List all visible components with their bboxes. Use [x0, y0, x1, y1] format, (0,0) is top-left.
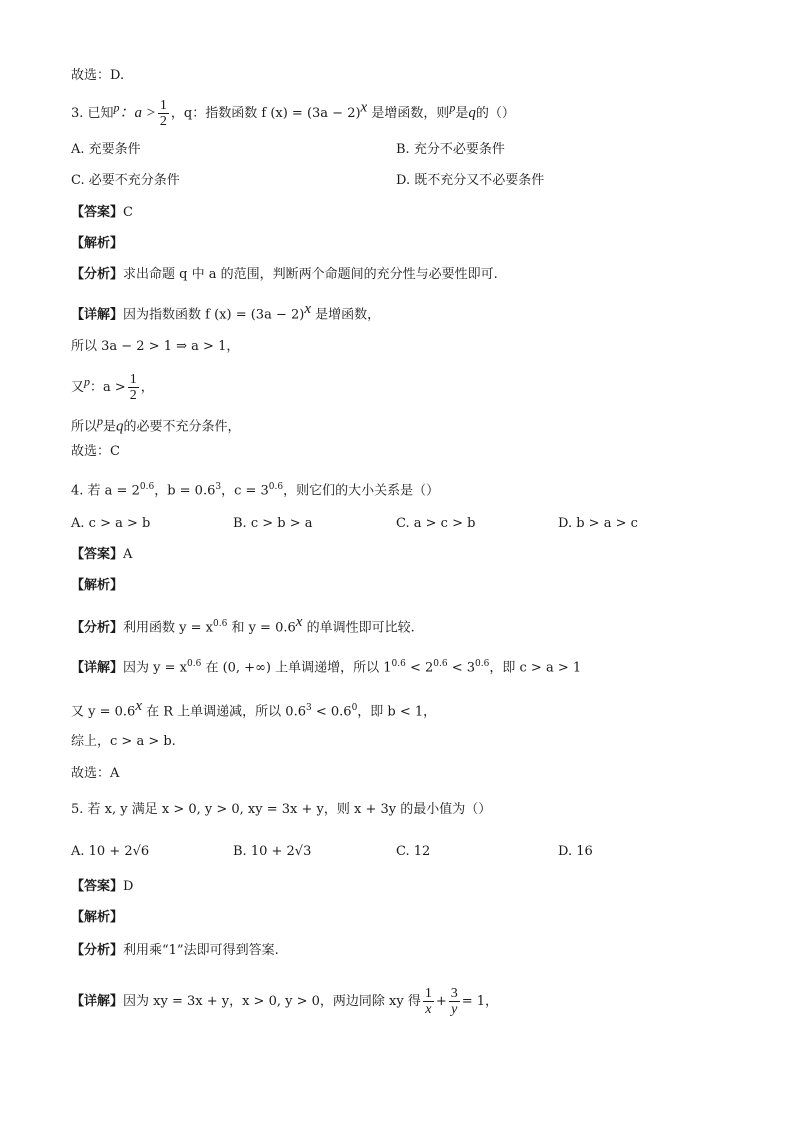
q4-option-b: B. c > b > a [233, 516, 313, 531]
q4-option-d: D. b > a > c [558, 516, 638, 531]
q4-option-c: C. a > c > b [396, 516, 476, 531]
q4-answer: 【答案】A [71, 547, 133, 562]
q5-answer: 【答案】D [71, 879, 134, 894]
fraction-three-over-y: $\frac{3}{y}$ [450, 986, 458, 1017]
fraction-one-half: $\frac{1}{2}$ [159, 98, 167, 129]
q3-step-2: 又p：a > $\frac{1}{2}$ ， [71, 372, 154, 403]
q4-analysis: 【分析】利用函数 $y = x^{0.6}$ 和 $y = 0.6^x$ 的单调性即可比较. [71, 614, 415, 636]
q5-analysis-header: 【解析】 [71, 910, 124, 925]
fraction-one-over-x: $\frac{1}{x}$ [424, 986, 432, 1017]
q4-step-2: 综上，c > a > b. [71, 734, 176, 749]
q5-option-b: B. 10 + 2√3 [233, 844, 312, 859]
q3-option-a: A. 充要条件 [71, 142, 141, 157]
q3-option-d: D. 既不充分又不必要条件 [396, 173, 545, 188]
q5-option-d: D. 16 [558, 844, 593, 859]
q3-stem: 3. 已知p：a > $\frac{1}{2}$ ，q：指数函数 f $(x) = (3a - 2)^x$ 是增函数，则p是q的（） [71, 98, 515, 129]
q4-detail: 【详解】因为 $y = x^{0.6}$ 在 (0, +∞) 上单调递增，所以 $1^{0.6} < 2^{0.6} < 3^{0.6}$，即 c > a > 1 [71, 659, 582, 676]
q4-conclusion: 故选：A [71, 766, 120, 781]
q3-option-b: B. 充分不必要条件 [396, 142, 505, 157]
q3-analysis-header: 【解析】 [71, 236, 124, 251]
q5-analysis: 【分析】利用乘“1”法即可得到答案. [71, 943, 279, 958]
q3-answer: 【答案】C [71, 205, 133, 220]
q5-stem: 5. 若 x, y 满足 x > 0, y > 0, xy = 3x + y，则 x + 3y 的最小值为（） [71, 802, 492, 817]
fraction-one-half-2: $\frac{1}{2}$ [129, 372, 137, 403]
q5-option-c: C. 12 [396, 844, 431, 859]
q5-option-a: A. 10 + 2√6 [71, 844, 150, 859]
q4-option-a: A. c > a > b [71, 516, 151, 531]
q3-detail: 【详解】因为指数函数 f $(x) = (3a - 2)^x$ 是增函数， [71, 301, 381, 323]
q4-stem: 4. 若 $a = 2^{0.6}$，$b = 0.6^3$，$c = 3^{0.6}$，则它们的大小关系是（） [71, 482, 440, 499]
prev-answer-line: 故选：D. [71, 68, 125, 83]
q3-step-3: 所以p是q的必要不充分条件， [71, 414, 241, 435]
q5-detail: 【详解】因为 xy = 3x + y，x > 0, y > 0，两边同除 xy 得 $\frac{1}{x}$ + $\frac{3}{y}$ = 1， [71, 986, 499, 1017]
q3-analysis: 【分析】求出命题 q 中 a 的范围，判断两个命题间的充分性与必要性即可. [71, 267, 498, 282]
q3-step-1: 所以 3a − 2 > 1 ⇒ a > 1， [71, 339, 240, 354]
q4-analysis-header: 【解析】 [71, 578, 124, 593]
q3-option-c: C. 必要不充分条件 [71, 173, 180, 188]
q3-conclusion: 故选：C [71, 444, 120, 459]
q4-step-1: 又 $y = 0.6^x$ 在 R 上单调递减，所以 $0.6^3 < 0.6^0$，即 b < 1， [71, 698, 437, 720]
